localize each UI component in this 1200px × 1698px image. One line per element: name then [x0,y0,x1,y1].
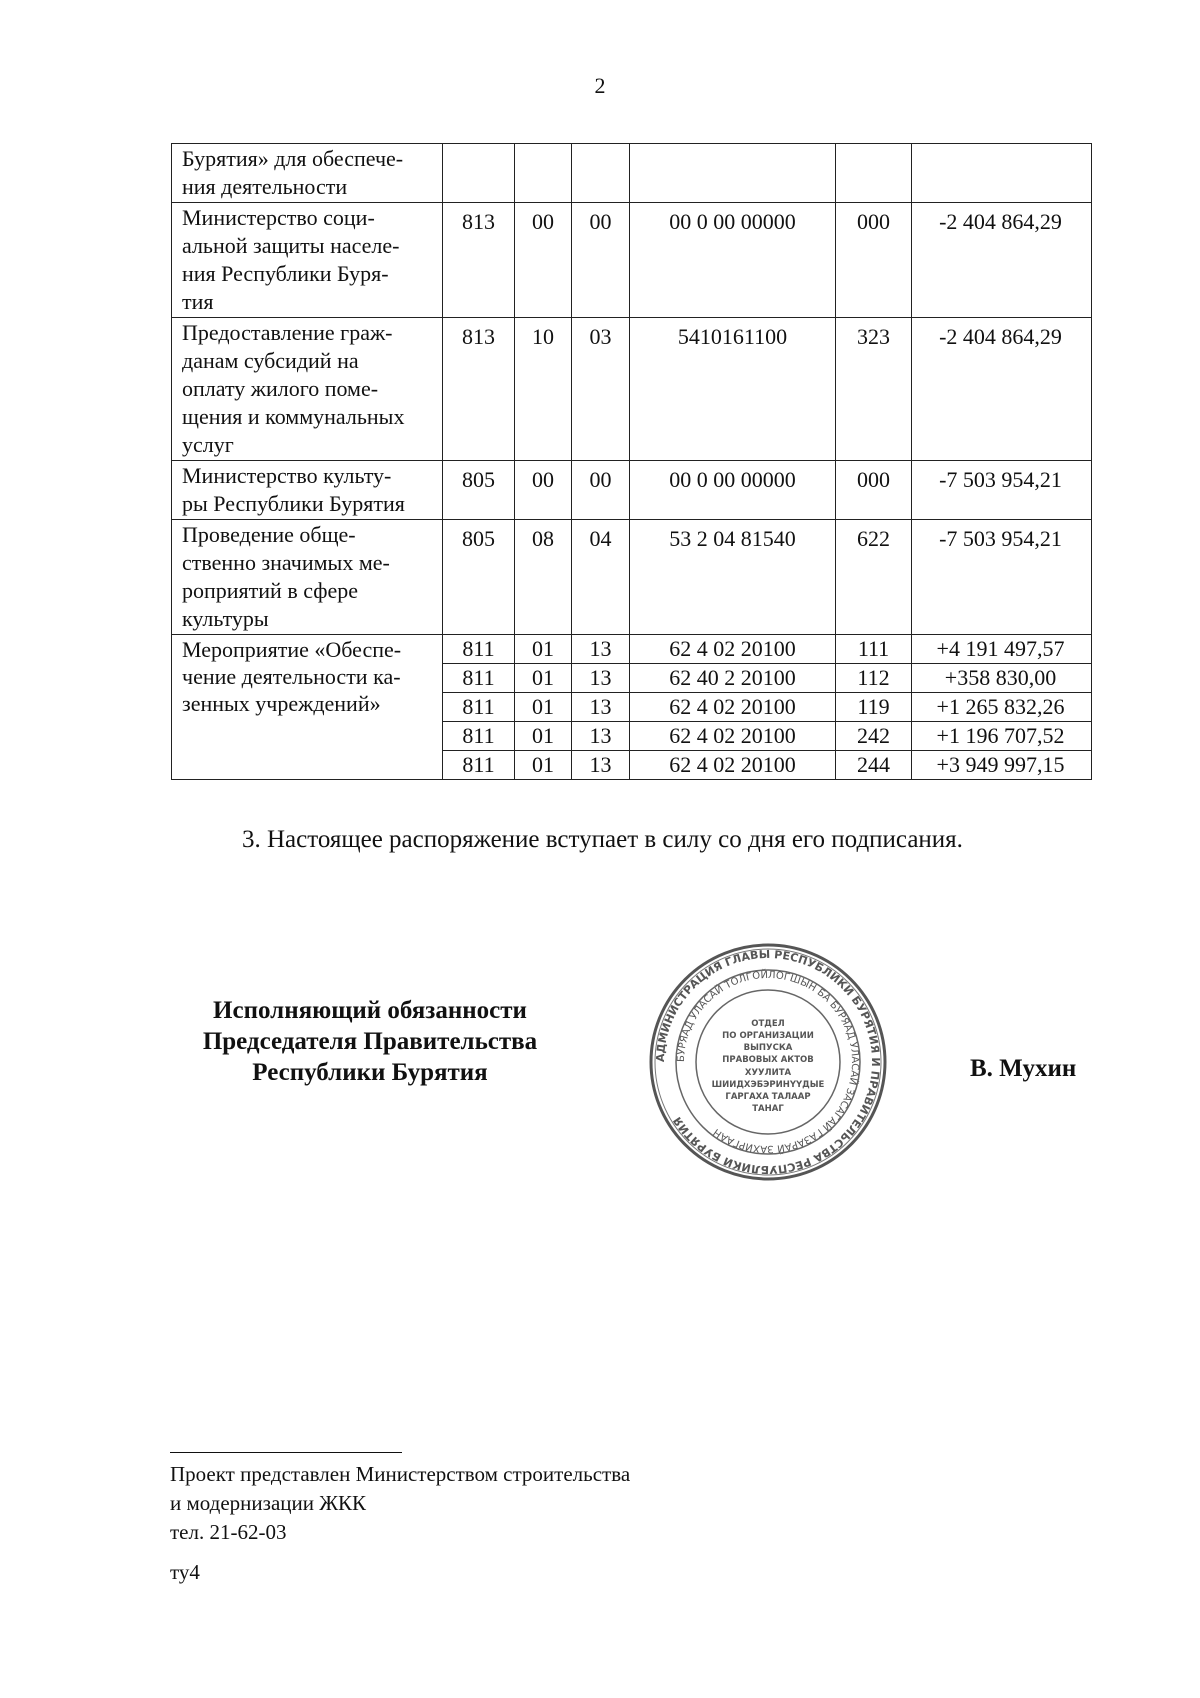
effective-date-paragraph: 3. Настоящее распоряжение вступает в силу со дня его подписания. [242,826,963,853]
cell-subsection: 13 [572,635,630,664]
signatory-title-line: Исполняющий обязанности [213,997,527,1024]
cell-name: Бурятия» для обеспече- ния деятельности [172,144,443,203]
cell-amount: -7 503 954,21 [912,461,1092,520]
page-number: 2 [594,73,606,98]
cell-section: 00 [515,461,572,520]
seal-center-line: ВЫПУСКА [743,1043,793,1053]
cell-section: 10 [515,318,572,461]
cell-grbs: 811 [443,693,515,722]
cell-amount: +1 265 832,26 [912,693,1092,722]
cell-expense-type: 242 [836,722,912,751]
cell-section: 08 [515,520,572,635]
cell-subsection: 13 [572,751,630,780]
cell-grbs: 811 [443,751,515,780]
cell-grbs: 813 [443,203,515,318]
cell-expense-type [836,144,912,203]
cell-subsection: 03 [572,318,630,461]
cell-target-article: 00 0 00 00000 [630,461,836,520]
cell-subsection: 04 [572,520,630,635]
table-row [172,461,1092,520]
cell-grbs: 805 [443,461,515,520]
cell-name: Проведение обще- ственно значимых ме- роприятий в сфере культуры [172,520,443,635]
cell-amount: -2 404 864,29 [912,318,1092,461]
cell-subsection: 13 [572,693,630,722]
cell-name: Мероприятие «Обеспе- чение деятельности ка- зенных учреждений» [172,635,443,780]
cell-subsection: 13 [572,722,630,751]
seal-center-line: ПО ОРГАНИЗАЦИИ [722,1031,814,1041]
table-row [172,635,1092,664]
cell-section: 01 [515,664,572,693]
cell-grbs: 811 [443,722,515,751]
cell-section: 01 [515,722,572,751]
cell-section: 01 [515,693,572,722]
cell-subsection: 13 [572,664,630,693]
cell-expense-type: 244 [836,751,912,780]
footnote-line: Проект представлен Министерством строительства [170,1462,631,1486]
official-seal-stamp [648,942,888,1182]
cell-amount: +3 949 997,15 [912,751,1092,780]
cell-grbs: 805 [443,520,515,635]
table-row [172,144,1092,203]
cell-amount: -2 404 864,29 [912,203,1092,318]
cell-section: 01 [515,635,572,664]
cell-target-article: 62 4 02 20100 [630,693,836,722]
seal-outer-text: АДМИНИСТРАЦИЯ ГЛАВЫ РЕСПУБЛИКИ БУРЯТИЯ И ПРАВИТЕЛЬСТВА РЕСПУБЛИКИ БУРЯТИЯ [653,947,883,1177]
seal-inner-text: БУРЯАД УЛАСАЙ ТОЛГОЙЛОГШЫН БА БУРЯАД УЛАСАЙ ЗАСАГАЙ ГАЗАРАЙ ЗАХИРГААН [675,969,861,1155]
cell-amount: -7 503 954,21 [912,520,1092,635]
seal-center-line: ХУУЛИТА [744,1068,792,1078]
cell-expense-type: 622 [836,520,912,635]
footnote-divider [170,1452,402,1453]
cell-target-article: 62 4 02 20100 [630,635,836,664]
cell-grbs [443,144,515,203]
cell-subsection: 00 [572,461,630,520]
cell-amount: +4 191 497,57 [912,635,1092,664]
table-row [172,318,1092,461]
cell-subsection [572,144,630,203]
cell-name: Предоставление граж- данам субсидий на оплату жилого поме- щения и коммунальных услуг [172,318,443,461]
signatory-title-line: Председателя Правительства [202,1028,538,1055]
seal-center-line: ОТДЕЛ [751,1019,785,1029]
cell-grbs: 813 [443,318,515,461]
cell-target-article: 62 40 2 20100 [630,664,836,693]
cell-target-article: 62 4 02 20100 [630,751,836,780]
signatory-title [170,995,570,1088]
cell-section [515,144,572,203]
footnote-line: тел. 21-62-03 [170,1520,287,1544]
cell-grbs: 811 [443,635,515,664]
cell-target-article: 00 0 00 00000 [630,203,836,318]
budget-table [171,143,1092,780]
cell-expense-type: 112 [836,664,912,693]
seal-center-line: ГАРГАХА ТАЛААР [725,1092,811,1102]
document-code: ту4 [170,1560,200,1584]
signatory-title-line: Республики Бурятия [252,1059,488,1086]
cell-amount [912,144,1092,203]
cell-subsection: 00 [572,203,630,318]
cell-amount: +358 830,00 [912,664,1092,693]
cell-target-article: 62 4 02 20100 [630,722,836,751]
cell-name: Министерство соци- альной защиты населе- ния Республики Буря- тия [172,203,443,318]
cell-name: Министерство культу- ры Республики Бурятия [172,461,443,520]
cell-target-article: 5410161100 [630,318,836,461]
cell-target-article [630,144,836,203]
cell-amount: +1 196 707,52 [912,722,1092,751]
seal-center-line: ШИИДХЭБЭРИНҮҮДЫЕ [711,1080,825,1090]
table-row [172,203,1092,318]
cell-section: 00 [515,203,572,318]
cell-expense-type: 000 [836,461,912,520]
signatory-name: В. Мухин [970,1055,1077,1082]
cell-expense-type: 000 [836,203,912,318]
cell-expense-type: 111 [836,635,912,664]
seal-center-line: ТАНАГ [752,1104,784,1114]
seal-center-line: ПРАВОВЫХ АКТОВ [722,1055,814,1065]
footnote [170,1460,630,1547]
cell-expense-type: 119 [836,693,912,722]
cell-target-article: 53 2 04 81540 [630,520,836,635]
table-row [172,520,1092,635]
footnote-line: и модернизации ЖКК [170,1491,367,1515]
cell-section: 01 [515,751,572,780]
cell-expense-type: 323 [836,318,912,461]
cell-grbs: 811 [443,664,515,693]
